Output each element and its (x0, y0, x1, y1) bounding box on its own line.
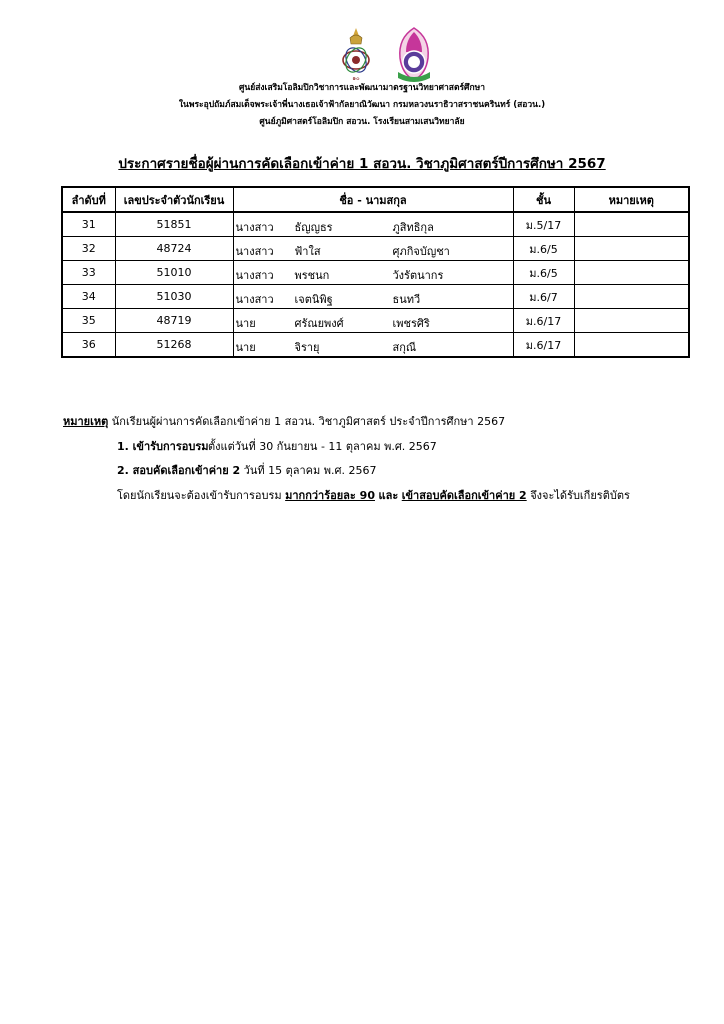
cell-name (233, 237, 513, 261)
cell-grade: ม.6/17 (513, 333, 574, 358)
item1-label: 1. เข้ารับการอบรม (117, 440, 209, 453)
name-prefix: นาย (235, 317, 256, 330)
name-prefix: นาย (235, 341, 256, 354)
name-prefix: นางสาว (235, 245, 274, 258)
note-line (63, 412, 505, 430)
first-name: เจตนิพิฐ (294, 293, 333, 306)
name-prefix: นางสาว (235, 293, 274, 306)
cell-remark (574, 261, 689, 285)
cell-student-id: 51030 (115, 285, 233, 309)
final-prefix: โดยนักเรียนจะต้องเข้ารับการอบรม (117, 489, 282, 502)
name-prefix: นางสาว (235, 269, 274, 282)
table-row (62, 212, 689, 237)
first-name: จิรายุ (294, 341, 320, 354)
final-and: และ (378, 489, 399, 502)
table-row (62, 261, 689, 285)
table-header-row (62, 187, 689, 212)
cell-remark (574, 309, 689, 333)
header-grade: ชั้น (513, 187, 574, 212)
first-name: พรชนก (294, 269, 330, 282)
header-line-2: ในพระอุปถัมภ์สมเด็จพระเจ้าพี่นางเธอเจ้าฟ้ากัลยาณิวัฒนา กรมหลวงนราธิวาสราชนครินทร์ (สอวน.) (178, 100, 546, 110)
header-name: ชื่อ - นามสกุล (233, 187, 513, 212)
last-name: ภูสิทธิกุล (392, 221, 434, 234)
school-emblem-icon (398, 28, 430, 82)
final-requirement-1: มากกว่าร้อยละ 90 (285, 489, 375, 502)
cell-name (233, 285, 513, 309)
cell-name (233, 333, 513, 358)
cell-grade: ม.6/17 (513, 309, 574, 333)
student-list-table (61, 186, 690, 358)
cell-no: 36 (62, 333, 115, 358)
first-name: ศรัณยพงศ์ (294, 317, 344, 330)
cell-remark (574, 333, 689, 358)
cell-grade: ม.5/17 (513, 212, 574, 237)
header-logos (336, 26, 446, 82)
name-prefix: นางสาว (235, 221, 274, 234)
table-row (62, 285, 689, 309)
table-row (62, 237, 689, 261)
cell-grade: ม.6/5 (513, 261, 574, 285)
note-item-training (117, 437, 437, 455)
last-name: ศุภกิจบัญชา (392, 245, 450, 258)
announcement-title: ประกาศรายชื่อผู้ผ่านการคัดเลือกเข้าค่าย 1 สอวน. วิชาภูมิศาสตร์ปีการศึกษา 2567 (118, 156, 606, 172)
table-row (62, 333, 689, 358)
first-name: ธัญญธร (294, 221, 333, 234)
cell-name (233, 309, 513, 333)
last-name: ธนทวี (392, 293, 421, 306)
item1-text: ตั้งแต่วันที่ 30 กันยายน - 11 ตุลาคม พ.ศ. 2567 (208, 440, 437, 453)
cell-remark (574, 285, 689, 309)
cell-remark (574, 237, 689, 261)
cell-name (233, 212, 513, 237)
cell-name (233, 261, 513, 285)
cell-no: 33 (62, 261, 115, 285)
header-line-3: ศูนย์ภูมิศาสตร์โอลิมปิก สอวน. โรงเรียนสามเสนวิทยาลัย (259, 117, 465, 127)
cell-remark (574, 212, 689, 237)
cell-no: 32 (62, 237, 115, 261)
last-name: สกุณี (392, 341, 417, 354)
svg-text:๑๐: ๑๐ (352, 75, 360, 82)
header-no: ลำดับที่ (62, 187, 115, 212)
header-line-1: ศูนย์ส่งเสริมโอลิมปิกวิชาการและพัฒนามาตรฐานวิทยาศาสตร์ศึกษา (239, 83, 485, 93)
item2-text: วันที่ 15 ตุลาคม พ.ศ. 2567 (243, 464, 377, 477)
header-student-id: เลขประจำตัวนักเรียน (115, 187, 233, 212)
cell-no: 34 (62, 285, 115, 309)
note-final-condition (117, 486, 630, 504)
note-text: นักเรียนผู้ผ่านการคัดเลือกเข้าค่าย 1 สอวน. วิชาภูมิศาสตร์ ประจำปีการศึกษา 2567 (111, 415, 506, 428)
cell-student-id: 48724 (115, 237, 233, 261)
cell-student-id: 51010 (115, 261, 233, 285)
cell-grade: ม.6/7 (513, 285, 574, 309)
item2-label: 2. สอบคัดเลือกเข้าค่าย 2 (117, 464, 241, 477)
posn-emblem-icon (342, 28, 371, 82)
header-remark: หมายเหตุ (574, 187, 689, 212)
cell-student-id: 51268 (115, 333, 233, 358)
first-name: ฟ้าใส (294, 245, 321, 258)
final-suffix: จึงจะได้รับเกียรติบัตร (530, 489, 630, 502)
cell-grade: ม.6/5 (513, 237, 574, 261)
note-item-exam (117, 461, 376, 479)
table-row (62, 309, 689, 333)
note-label: หมายเหตุ (63, 415, 109, 428)
last-name: วังรัตนากร (392, 269, 444, 282)
cell-student-id: 48719 (115, 309, 233, 333)
final-requirement-2: เข้าสอบคัดเลือกเข้าค่าย 2 (401, 489, 527, 502)
cell-student-id: 51851 (115, 212, 233, 237)
last-name: เพชรศิริ (392, 317, 430, 330)
cell-no: 35 (62, 309, 115, 333)
cell-no: 31 (62, 212, 115, 237)
